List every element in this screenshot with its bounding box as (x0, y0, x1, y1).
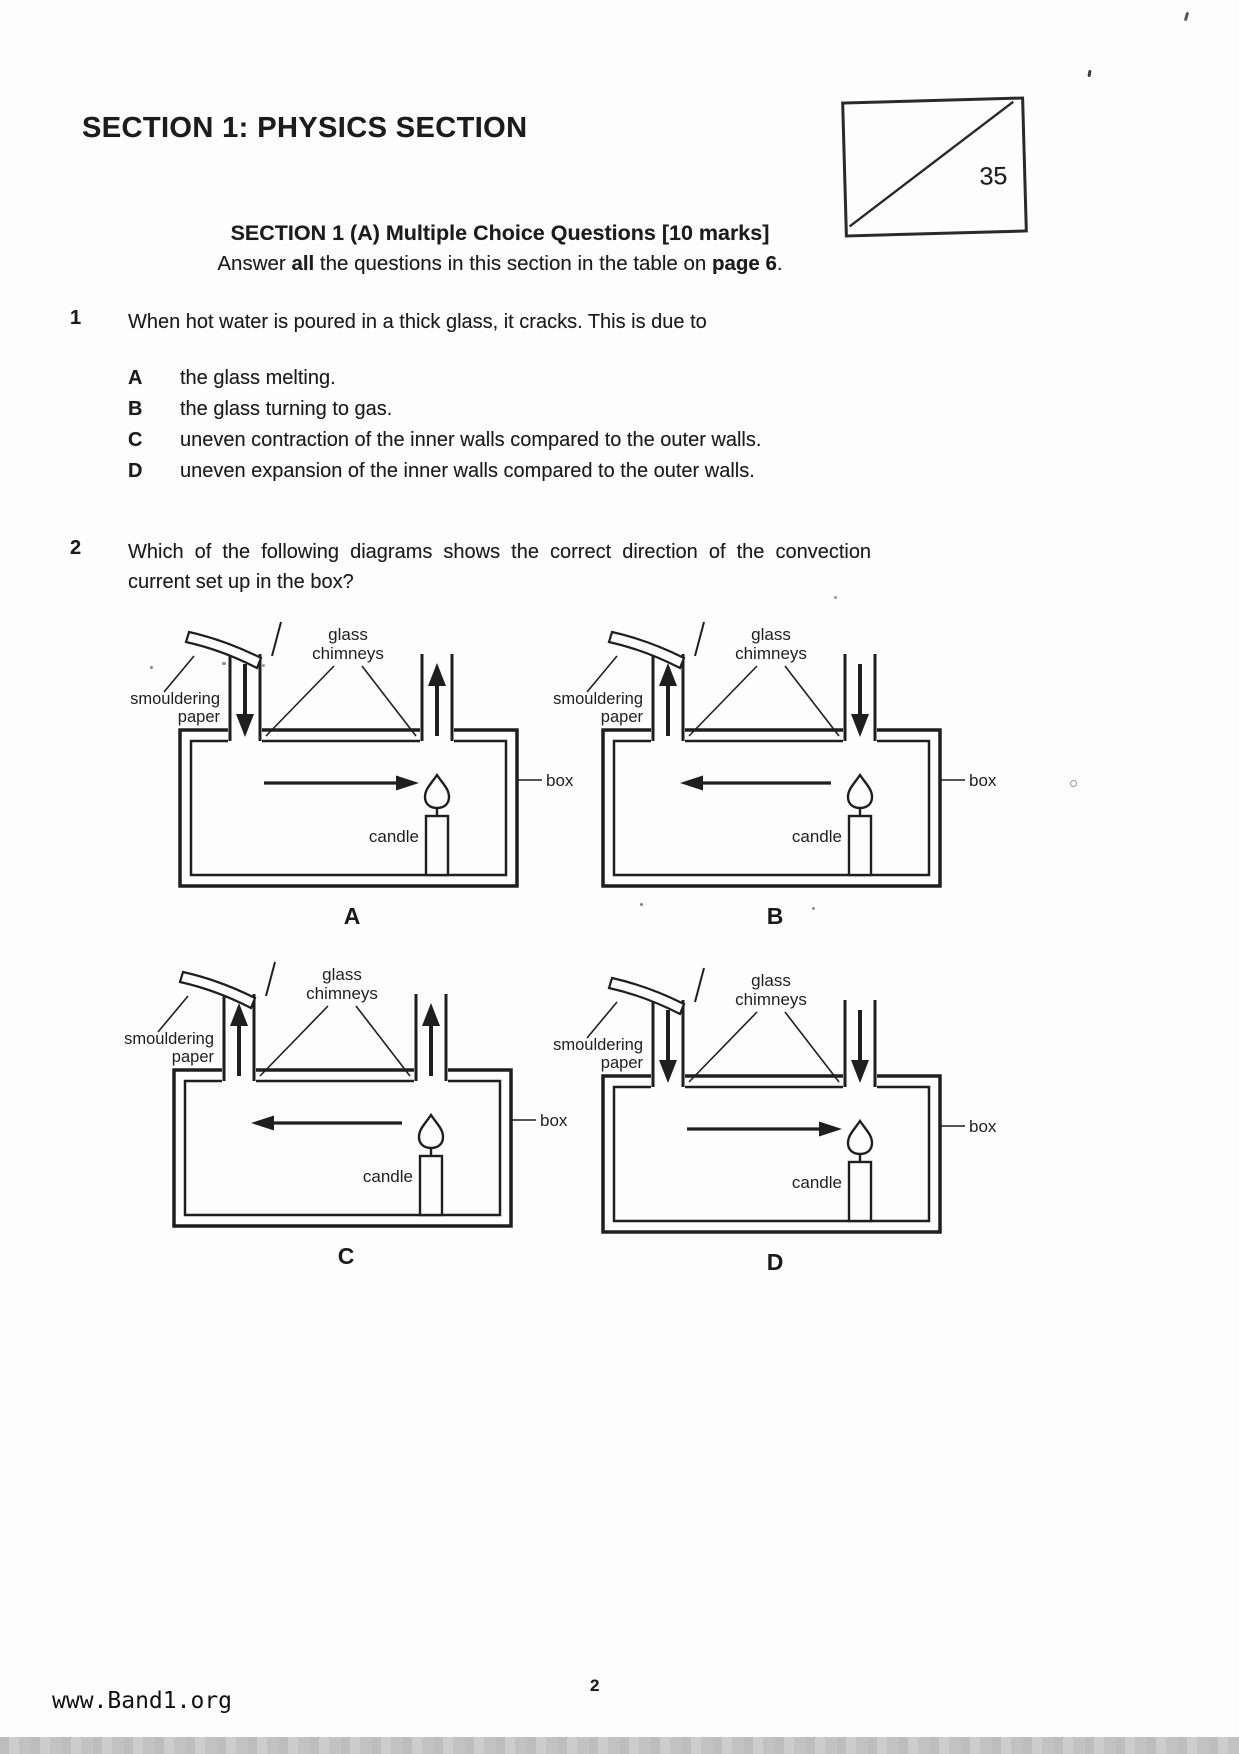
smouldering-paper (609, 632, 684, 668)
instruction-line (140, 252, 860, 276)
diagram-letter: B (766, 903, 784, 929)
question-2-line-2: current set up in the box? (128, 571, 354, 593)
score-value: 35 (979, 161, 1008, 191)
diagram-labels (130, 625, 574, 846)
label-candle: candle (368, 827, 419, 846)
box-outer-wall (174, 1070, 511, 1226)
paper-holder-line (266, 962, 275, 996)
candle (848, 1121, 872, 1221)
label-box: box (546, 771, 574, 790)
question-1-number: 1 (70, 307, 82, 329)
box-outer-wall (603, 1076, 940, 1232)
right-chimney-arrow-down (851, 664, 869, 737)
smouldering-paper (609, 978, 684, 1014)
svg-text:chimneys: chimneys (312, 644, 384, 663)
question-1-option-d (128, 460, 755, 483)
option-letter: C (128, 429, 143, 451)
score-box (841, 96, 1028, 237)
instruction-end: . (776, 252, 783, 275)
question-1-option-b (128, 398, 392, 421)
option-letter: A (128, 367, 143, 389)
glass-chimneys (230, 654, 452, 741)
label-leader-lines (158, 996, 536, 1120)
svg-text:chimneys: chimneys (735, 990, 807, 1009)
box-inner-wall (614, 741, 929, 875)
label-smouldering-paper: smouldering (130, 690, 220, 708)
svg-text:chimneys: chimneys (306, 984, 378, 1003)
instruction-pre: Answer (217, 252, 292, 275)
scan-speck (1070, 780, 1077, 787)
box-inner-wall (185, 1081, 500, 1215)
svg-text:paper: paper (600, 708, 643, 726)
label-smouldering-paper: smouldering (553, 690, 643, 708)
question-1-text: When hot water is poured in a thick glass, it cracks. This is due to (128, 311, 707, 333)
label-candle: candle (791, 1173, 842, 1192)
diagram-c (106, 958, 586, 1270)
left-chimney-arrow-up (230, 1003, 248, 1076)
option-letter: B (128, 398, 143, 420)
diagram-b (535, 618, 1015, 930)
box-inner-wall (191, 741, 506, 875)
label-glass-chimneys: glass (751, 625, 791, 644)
right-chimney-arrow-up (422, 1003, 440, 1076)
flow-arrow-left (680, 776, 831, 791)
label-leader-lines (587, 1002, 965, 1126)
label-candle: candle (791, 827, 842, 846)
label-box: box (540, 1111, 568, 1130)
svg-text:paper: paper (600, 1054, 643, 1072)
option-text: the glass melting. (180, 367, 336, 389)
diagram-letter: A (343, 903, 361, 929)
question-2-line-1: Which of the following diagrams shows the correct direction of the convection (128, 541, 872, 563)
candle (419, 1115, 443, 1215)
question-1-option-c (128, 429, 761, 452)
label-smouldering-paper: smouldering (124, 1030, 214, 1048)
flow-arrow-right (687, 1122, 842, 1137)
svg-text:paper: paper (177, 708, 220, 726)
footer-page-number: 2 (590, 1676, 600, 1695)
diagram-letter: C (337, 1243, 355, 1269)
scan-speck (150, 666, 153, 669)
box-inner-wall (614, 1087, 929, 1221)
instruction-bold-page: page 6 (711, 252, 777, 275)
convection-diagram-figure-A (112, 618, 592, 896)
label-box: box (969, 771, 997, 790)
question-2-number: 2 (70, 537, 82, 559)
diagram-letter: D (766, 1249, 784, 1275)
paper-holder-line (695, 968, 704, 1002)
diagram-labels (553, 625, 997, 846)
glass-chimneys (653, 654, 875, 741)
instruction-bold-all: all (291, 252, 315, 275)
flow-arrow-left (251, 1116, 402, 1131)
footer-website: www.Band1.org (52, 1688, 233, 1714)
candle-flame (848, 775, 872, 808)
paper-holder-line (695, 622, 704, 656)
label-leader-lines (587, 656, 965, 780)
scan-speck (1184, 12, 1189, 21)
label-glass-chimneys: glass (328, 625, 368, 644)
scan-speck (640, 903, 643, 906)
scan-edge-shadow (0, 1737, 1239, 1754)
svg-text:chimneys: chimneys (735, 644, 807, 663)
page-title: SECTION 1: PHYSICS SECTION (82, 112, 528, 144)
diagram-a (112, 618, 592, 930)
candle-flame (419, 1115, 443, 1148)
scan-speck (834, 596, 837, 599)
convection-diagram-figure-D (535, 964, 1015, 1242)
subsection-title: SECTION 1 (A) Multiple Choice Questions [10 marks] (230, 221, 770, 245)
box-outer-wall (603, 730, 940, 886)
candle-flame (848, 1121, 872, 1154)
scan-speck (812, 907, 815, 910)
paper-holder-line (272, 622, 281, 656)
convection-diagram-figure-C (106, 958, 586, 1236)
label-smouldering-paper: smouldering (553, 1036, 643, 1054)
diagram-labels (553, 971, 997, 1192)
left-chimney-arrow-down (236, 664, 254, 737)
label-candle: candle (362, 1167, 413, 1186)
box-outer-wall (180, 730, 517, 886)
scan-speck (222, 662, 226, 665)
scan-speck (1087, 70, 1091, 77)
glass-chimneys (224, 994, 446, 1081)
svg-text:paper: paper (171, 1048, 214, 1066)
label-glass-chimneys: glass (751, 971, 791, 990)
diagram-d (535, 964, 1015, 1276)
right-chimney-arrow-up (428, 663, 446, 736)
convection-diagram-figure-B (535, 618, 1015, 896)
smouldering-paper (180, 972, 255, 1008)
label-glass-chimneys: glass (322, 965, 362, 984)
left-chimney-arrow-up (659, 663, 677, 736)
option-text: uneven expansion of the inner walls compared to the outer walls. (180, 460, 755, 482)
candle-flame (425, 775, 449, 808)
option-text: uneven contraction of the inner walls compared to the outer walls. (180, 429, 762, 451)
label-leader-lines (164, 656, 542, 780)
question-1-option-a (128, 367, 336, 390)
label-box: box (969, 1117, 997, 1136)
candle (425, 775, 449, 875)
glass-chimneys (653, 1000, 875, 1087)
question-2-text (128, 537, 938, 597)
diagram-labels (124, 965, 568, 1186)
option-text: the glass turning to gas. (180, 398, 393, 420)
left-chimney-arrow-down (659, 1010, 677, 1083)
flow-arrow-right (264, 776, 419, 791)
candle (848, 775, 872, 875)
instruction-mid: the questions in this section in the table on (314, 252, 712, 275)
option-letter: D (128, 460, 143, 482)
right-chimney-arrow-down (851, 1010, 869, 1083)
scan-speck (262, 664, 265, 667)
